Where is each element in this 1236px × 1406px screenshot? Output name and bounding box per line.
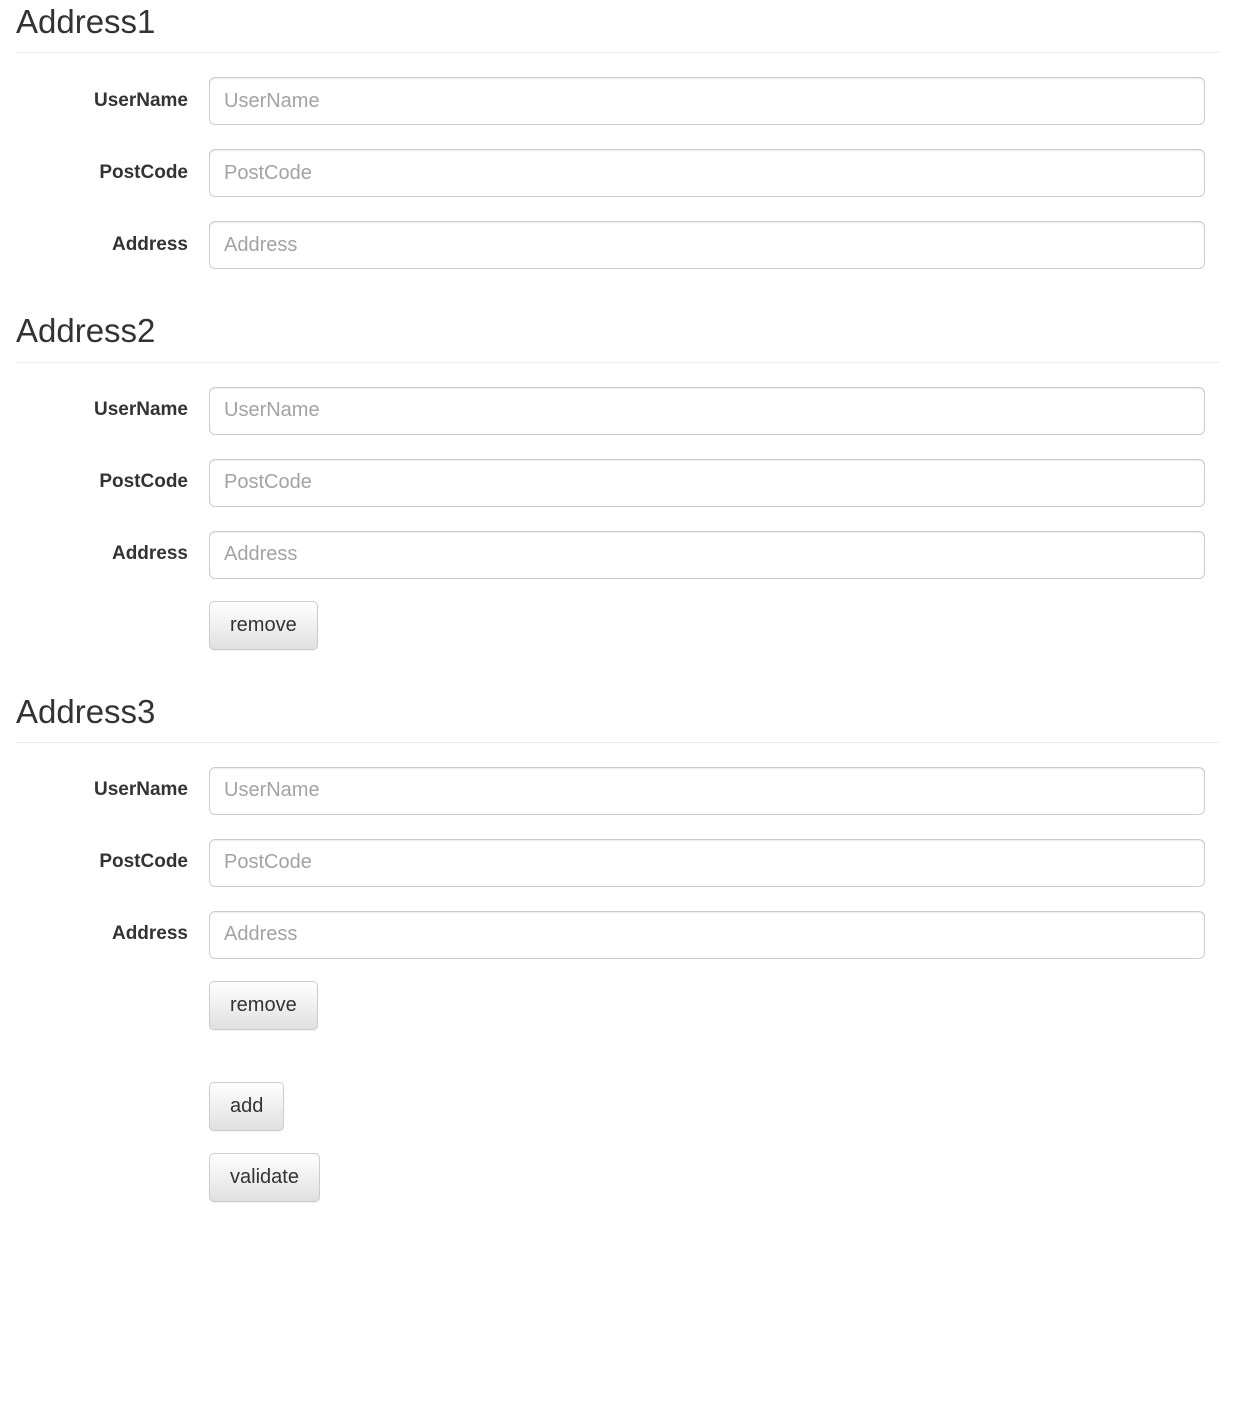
button-row-add [16,1082,1220,1131]
remove-button-2[interactable]: remove [209,601,318,650]
input-username-2[interactable] [209,387,1205,435]
section-title-address1: Address1 [16,0,1220,53]
form-group-address-3 [16,911,1220,959]
control-wrap-username-1 [206,77,1220,125]
address-section-1 [16,0,1220,269]
form-actions [16,1082,1220,1202]
form-group-postcode-3 [16,839,1220,887]
label-postcode-2: PostCode [99,471,188,493]
input-address-2[interactable] [209,531,1205,579]
button-row-validate [16,1153,1220,1202]
form-group-username-1 [16,77,1220,125]
label-username-2: UserName [94,399,188,421]
label-username-1: UserName [94,89,188,111]
form-group-address-1 [16,221,1220,269]
label-postcode-3: PostCode [99,851,188,873]
input-postcode-2[interactable] [209,459,1205,507]
control-wrap-username-2 [206,387,1220,435]
input-username-1[interactable] [209,77,1205,125]
control-wrap-postcode-1 [206,149,1220,197]
remove-button-3[interactable]: remove [209,981,318,1030]
button-row-remove-2 [16,601,1220,650]
input-postcode-1[interactable] [209,149,1205,197]
form-group-username-3 [16,767,1220,815]
form-group-address-2 [16,531,1220,579]
label-address-2: Address [111,543,188,565]
control-wrap-address-2 [206,531,1220,579]
form-group-username-2 [16,387,1220,435]
label-address-1: Address [111,233,188,255]
section-title-address3: Address3 [16,686,1220,743]
input-address-1[interactable] [209,221,1205,269]
section-title-address2: Address2 [16,305,1220,362]
control-wrap-postcode-2 [206,459,1220,507]
control-wrap-address-1 [206,221,1220,269]
address-section-2 [16,305,1220,649]
control-wrap-address-3 [206,911,1220,959]
button-row-remove-3 [16,981,1220,1030]
validate-button[interactable]: validate [209,1153,320,1202]
input-postcode-3[interactable] [209,839,1205,887]
input-address-3[interactable] [209,911,1205,959]
form-group-postcode-1 [16,149,1220,197]
control-wrap-username-3 [206,767,1220,815]
label-postcode-1: PostCode [99,161,188,183]
section-spacer-2 [16,650,1220,686]
form-group-postcode-2 [16,459,1220,507]
section-spacer-1 [16,269,1220,305]
add-button[interactable]: add [209,1082,284,1131]
label-address-3: Address [111,923,188,945]
control-wrap-postcode-3 [206,839,1220,887]
input-username-3[interactable] [209,767,1205,815]
address-section-3 [16,686,1220,1030]
label-username-3: UserName [94,779,188,801]
